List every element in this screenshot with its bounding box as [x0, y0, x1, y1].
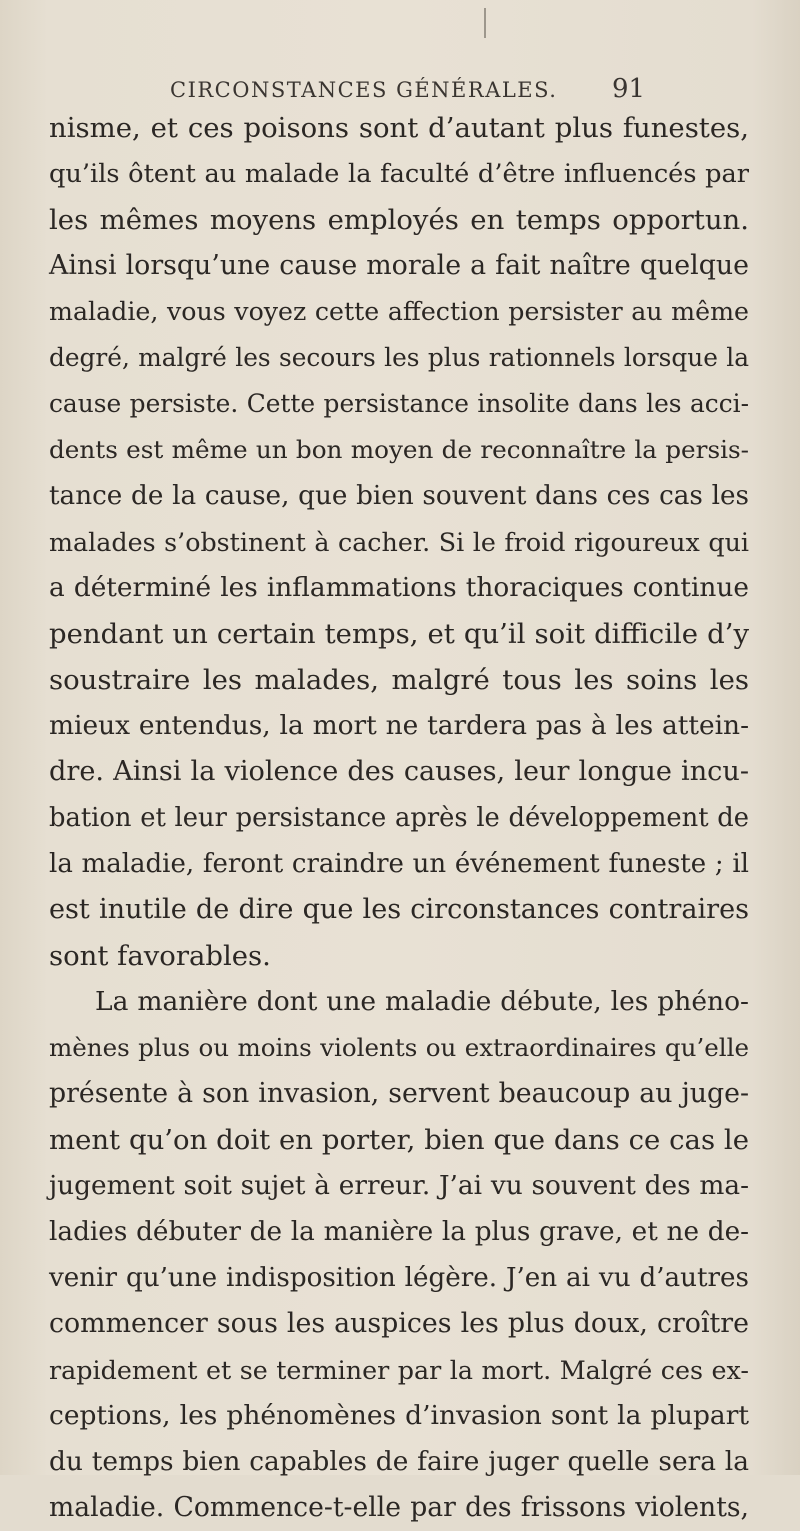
text-line: ceptions, les phénomènes d’invasion sont la plupart [49, 1400, 749, 1431]
text-line: tance de la cause, que bien souvent dans ces cas les [49, 481, 749, 511]
text-line: sont favorables. [49, 940, 271, 972]
text-line: Ainsi lorsqu’une cause morale a fait naître quelque [49, 250, 749, 281]
body-text [49, 105, 749, 1531]
text-line: dents est même un bon moyen de reconnaître la persis- [49, 435, 749, 464]
text-line: dre. Ainsi la violence des causes, leur longue incu- [49, 756, 749, 787]
running-header: CIRCONSTANCES GÉNÉRALES. [170, 78, 558, 102]
text-line: maladie. Commence-t-elle par des frissons violents, [49, 1492, 749, 1523]
text-line: a déterminé les inflammations thoraciques continue [49, 573, 749, 603]
text-line: bation et leur persistance après le développement de [49, 803, 749, 833]
text-line: jugement soit sujet à erreur. J’ai vu souvent des ma- [49, 1171, 749, 1201]
text-line: présente à son invasion, servent beaucoup au juge- [49, 1078, 749, 1109]
text-line: malades s’obstinent à cacher. Si le froid rigoureux qui [49, 527, 749, 557]
text-line: les mêmes moyens employés en temps opportun. [49, 204, 749, 236]
text-line: venir qu’une indisposition légère. J’en ai vu d’autres [49, 1263, 749, 1293]
text-line: ladies débuter de la manière la plus grave, et ne de- [49, 1217, 749, 1247]
text-line: ment qu’on doit en porter, bien que dans ce cas le [49, 1124, 749, 1156]
text-line: la maladie, feront craindre un événement funeste ; il [49, 849, 749, 879]
text-line: maladie, vous voyez cette affection persister au même [49, 297, 749, 326]
text-line: soustraire les malades, malgré tous les soins les [49, 664, 749, 696]
text-line: rapidement et se terminer par la mort. Malgré ces ex- [49, 1355, 749, 1385]
text-line: nisme, et ces poisons sont d’autant plus funestes, [49, 112, 749, 144]
page-number: 91 [612, 74, 646, 104]
text-line: commencer sous les auspices les plus doux, croître [49, 1308, 749, 1339]
text-line: La manière dont une maladie débute, les phéno- [95, 986, 749, 1017]
text-line: mènes plus ou moins violents ou extraordinaires qu’elle [49, 1033, 749, 1062]
text-line: cause persiste. Cette persistance insolite dans les acci- [49, 389, 749, 418]
text-line: pendant un certain temps, et qu’il soit difficile d’y [49, 618, 749, 650]
text-line: degré, malgré les secours les plus rationnels lorsque la [49, 343, 749, 372]
text-line: du temps bien capables de faire juger quelle sera la [49, 1446, 749, 1477]
text-line: est inutile de dire que les circonstances contraires [49, 894, 749, 925]
text-line: mieux entendus, la mort ne tardera pas à les attein- [49, 710, 749, 741]
text-line: qu’ils ôtent au malade la faculté d’être influencés par [49, 159, 749, 189]
margin-mark [484, 8, 486, 38]
